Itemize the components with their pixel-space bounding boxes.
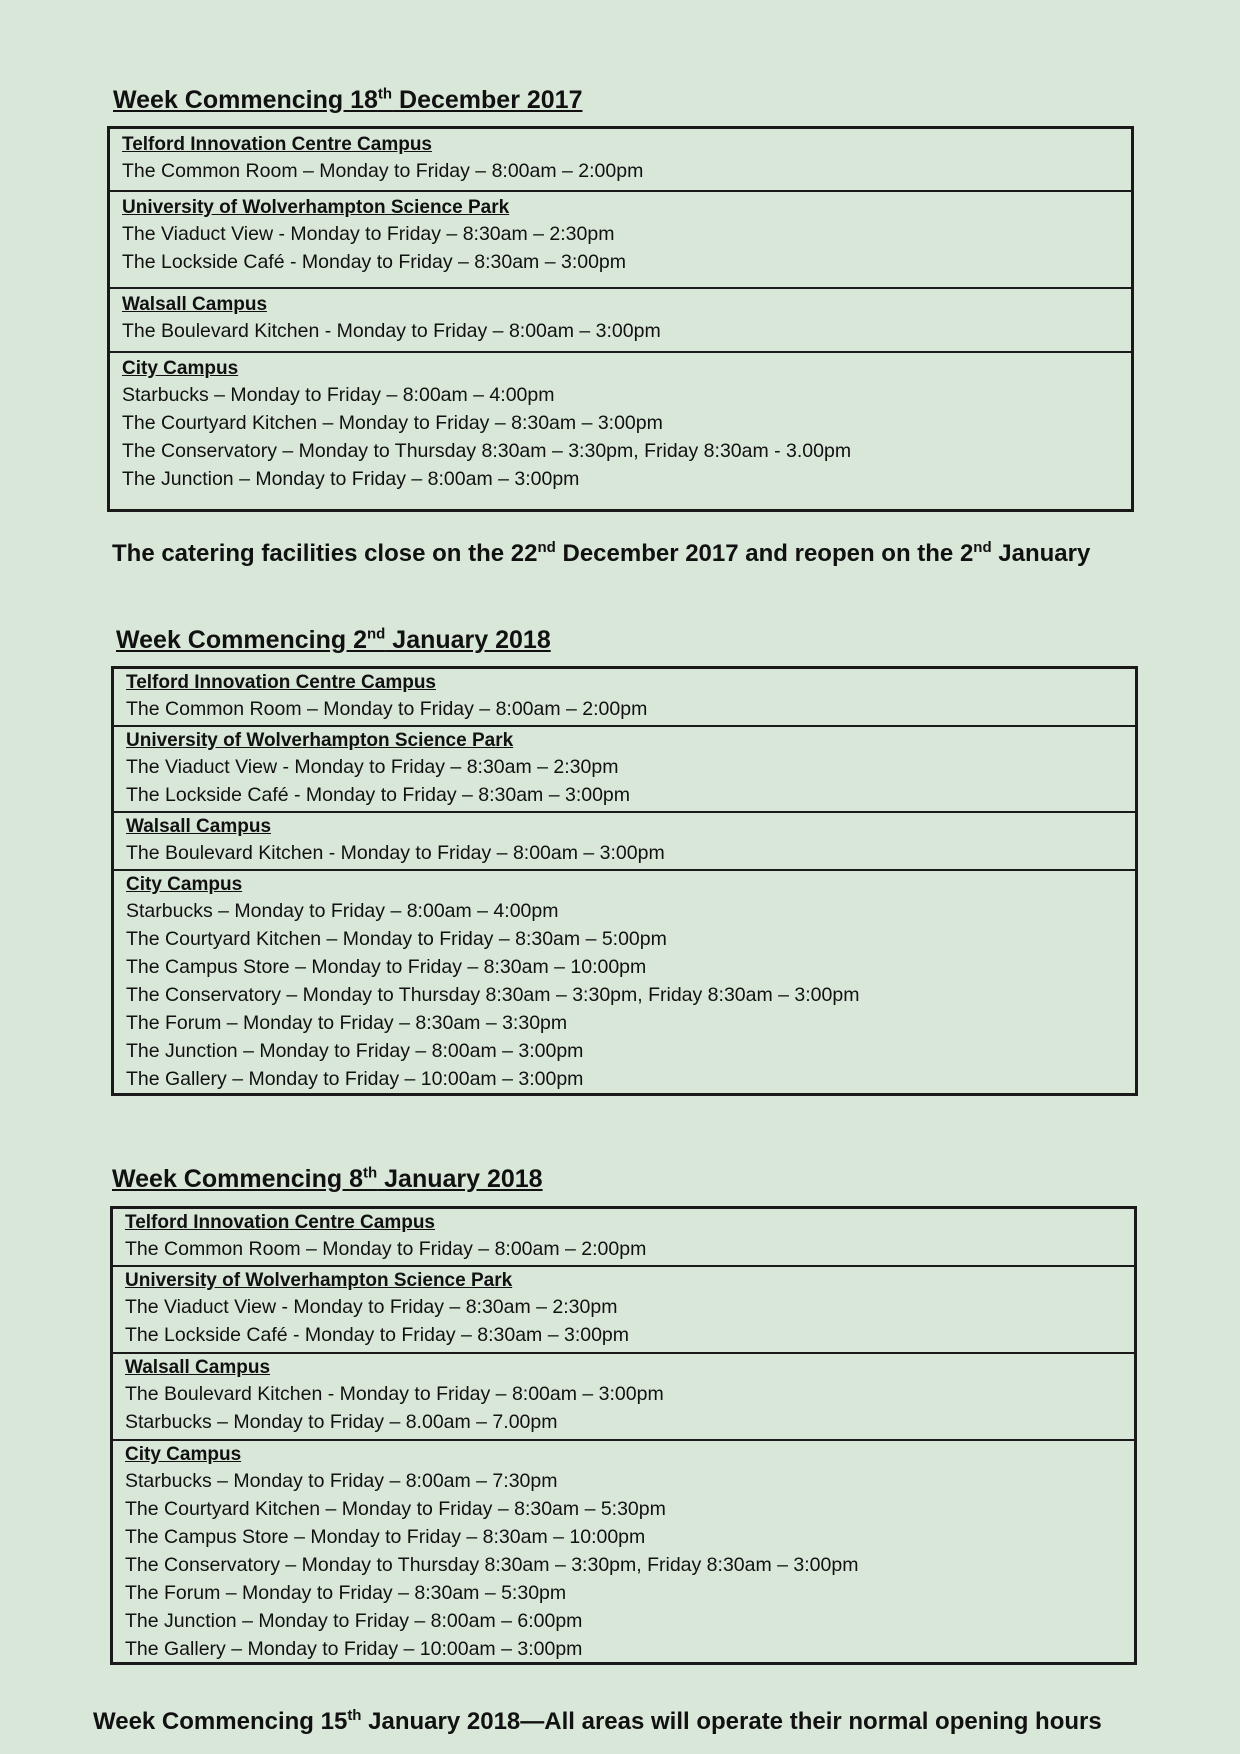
campus-name: Walsall Campus [125,1357,271,1378]
campus-name: University of Wolverhampton Science Park [125,1270,513,1291]
outlet-hours: The Courtyard Kitchen – Monday to Friday – 8:30am – 3:00pm [122,412,663,434]
campus-name: University of Wolverhampton Science Park [122,197,510,218]
final-notice: Week Commencing 15th January 2018—All areas will operate their normal opening hours [93,1707,1102,1735]
week-3-science-park-section [113,1267,1134,1354]
outlet-hours: Starbucks – Monday to Friday – 8:00am – 7:30pm [125,1470,558,1492]
week-2-heading: Week Commencing 2nd January 2018 [116,625,551,654]
campus-name: Telford Innovation Centre Campus [122,134,433,155]
outlet-hours: The Viaduct View - Monday to Friday – 8:30am – 2:30pm [125,1296,618,1318]
campus-name: Walsall Campus [122,294,268,315]
campus-name: City Campus [122,358,239,379]
week-3-table [110,1206,1137,1665]
outlet-hours: The Junction – Monday to Friday – 8:00am – 6:00pm [125,1610,583,1632]
week-2-city-section [114,871,1135,1097]
outlet-hours: Starbucks – Monday to Friday – 8.00am – 7.00pm [125,1411,558,1433]
campus-name: City Campus [125,1444,242,1465]
week-3-telford-section [113,1209,1134,1267]
week-3-city-section [113,1441,1134,1667]
outlet-hours: The Lockside Café - Monday to Friday – 8:30am – 3:00pm [125,1324,630,1346]
week-1-walsall-section [110,289,1131,353]
outlet-hours: The Junction – Monday to Friday – 8:00am – 3:00pm [122,468,580,490]
campus-name: University of Wolverhampton Science Park [126,730,514,751]
week-2-walsall-section [114,813,1135,871]
outlet-hours: The Conservatory – Monday to Thursday 8:30am – 3:30pm, Friday 8:30am – 3:00pm [126,984,860,1006]
outlet-hours: The Campus Store – Monday to Friday – 8:30am – 10:00pm [126,956,647,978]
week-2-science-park-section [114,727,1135,813]
week-2-telford-section [114,669,1135,727]
week-1-science-park-section [110,192,1131,289]
outlet-hours: The Courtyard Kitchen – Monday to Friday – 8:30am – 5:00pm [126,928,667,950]
week-3-walsall-section [113,1354,1134,1441]
campus-name: Walsall Campus [126,816,272,837]
outlet-hours: The Lockside Café - Monday to Friday – 8:30am – 3:00pm [126,784,631,806]
outlet-hours: Starbucks – Monday to Friday – 8:00am – 4:00pm [126,900,559,922]
outlet-hours: The Forum – Monday to Friday – 8:30am – 5:30pm [125,1582,567,1604]
outlet-hours: The Courtyard Kitchen – Monday to Friday – 8:30am – 5:30pm [125,1498,666,1520]
outlet-hours: The Gallery – Monday to Friday – 10:00am – 3:00pm [125,1638,583,1660]
week-1-city-section [110,353,1131,509]
outlet-hours: The Boulevard Kitchen - Monday to Friday – 8:00am – 3:00pm [122,320,661,342]
outlet-hours: The Boulevard Kitchen - Monday to Friday – 8:00am – 3:00pm [125,1383,664,1405]
week-3-heading: Week Commencing 8th January 2018 [112,1164,543,1193]
outlet-hours: The Viaduct View - Monday to Friday – 8:30am – 2:30pm [122,223,615,245]
outlet-hours: The Gallery – Monday to Friday – 10:00am – 3:00pm [126,1068,584,1090]
outlet-hours: The Campus Store – Monday to Friday – 8:30am – 10:00pm [125,1526,646,1548]
week-1-heading: Week Commencing 18th December 2017 [113,85,583,114]
outlet-hours: The Conservatory – Monday to Thursday 8:30am – 3:30pm, Friday 8:30am – 3:00pm [125,1554,859,1576]
closure-notice: The catering facilities close on the 22nd December 2017 and reopen on the 2nd January [112,539,1091,567]
outlet-hours: The Lockside Café - Monday to Friday – 8:30am – 3:00pm [122,251,627,273]
outlet-hours: The Common Room – Monday to Friday – 8:00am – 2:00pm [122,160,644,182]
week-2-table [111,666,1138,1096]
outlet-hours: The Viaduct View - Monday to Friday – 8:30am – 2:30pm [126,756,619,778]
outlet-hours: The Common Room – Monday to Friday – 8:00am – 2:00pm [126,698,648,720]
outlet-hours: The Boulevard Kitchen - Monday to Friday – 8:00am – 3:00pm [126,842,665,864]
outlet-hours: The Conservatory – Monday to Thursday 8:30am – 3:30pm, Friday 8:30am - 3.00pm [122,440,852,462]
campus-name: Telford Innovation Centre Campus [126,672,437,693]
campus-name: City Campus [126,874,243,895]
outlet-hours: The Forum – Monday to Friday – 8:30am – 3:30pm [126,1012,568,1034]
week-1-table [107,126,1134,512]
outlet-hours: The Common Room – Monday to Friday – 8:00am – 2:00pm [125,1238,647,1260]
campus-name: Telford Innovation Centre Campus [125,1212,436,1233]
outlet-hours: Starbucks – Monday to Friday – 8:00am – 4:00pm [122,384,555,406]
outlet-hours: The Junction – Monday to Friday – 8:00am – 3:00pm [126,1040,584,1062]
week-1-telford-section [110,129,1131,192]
